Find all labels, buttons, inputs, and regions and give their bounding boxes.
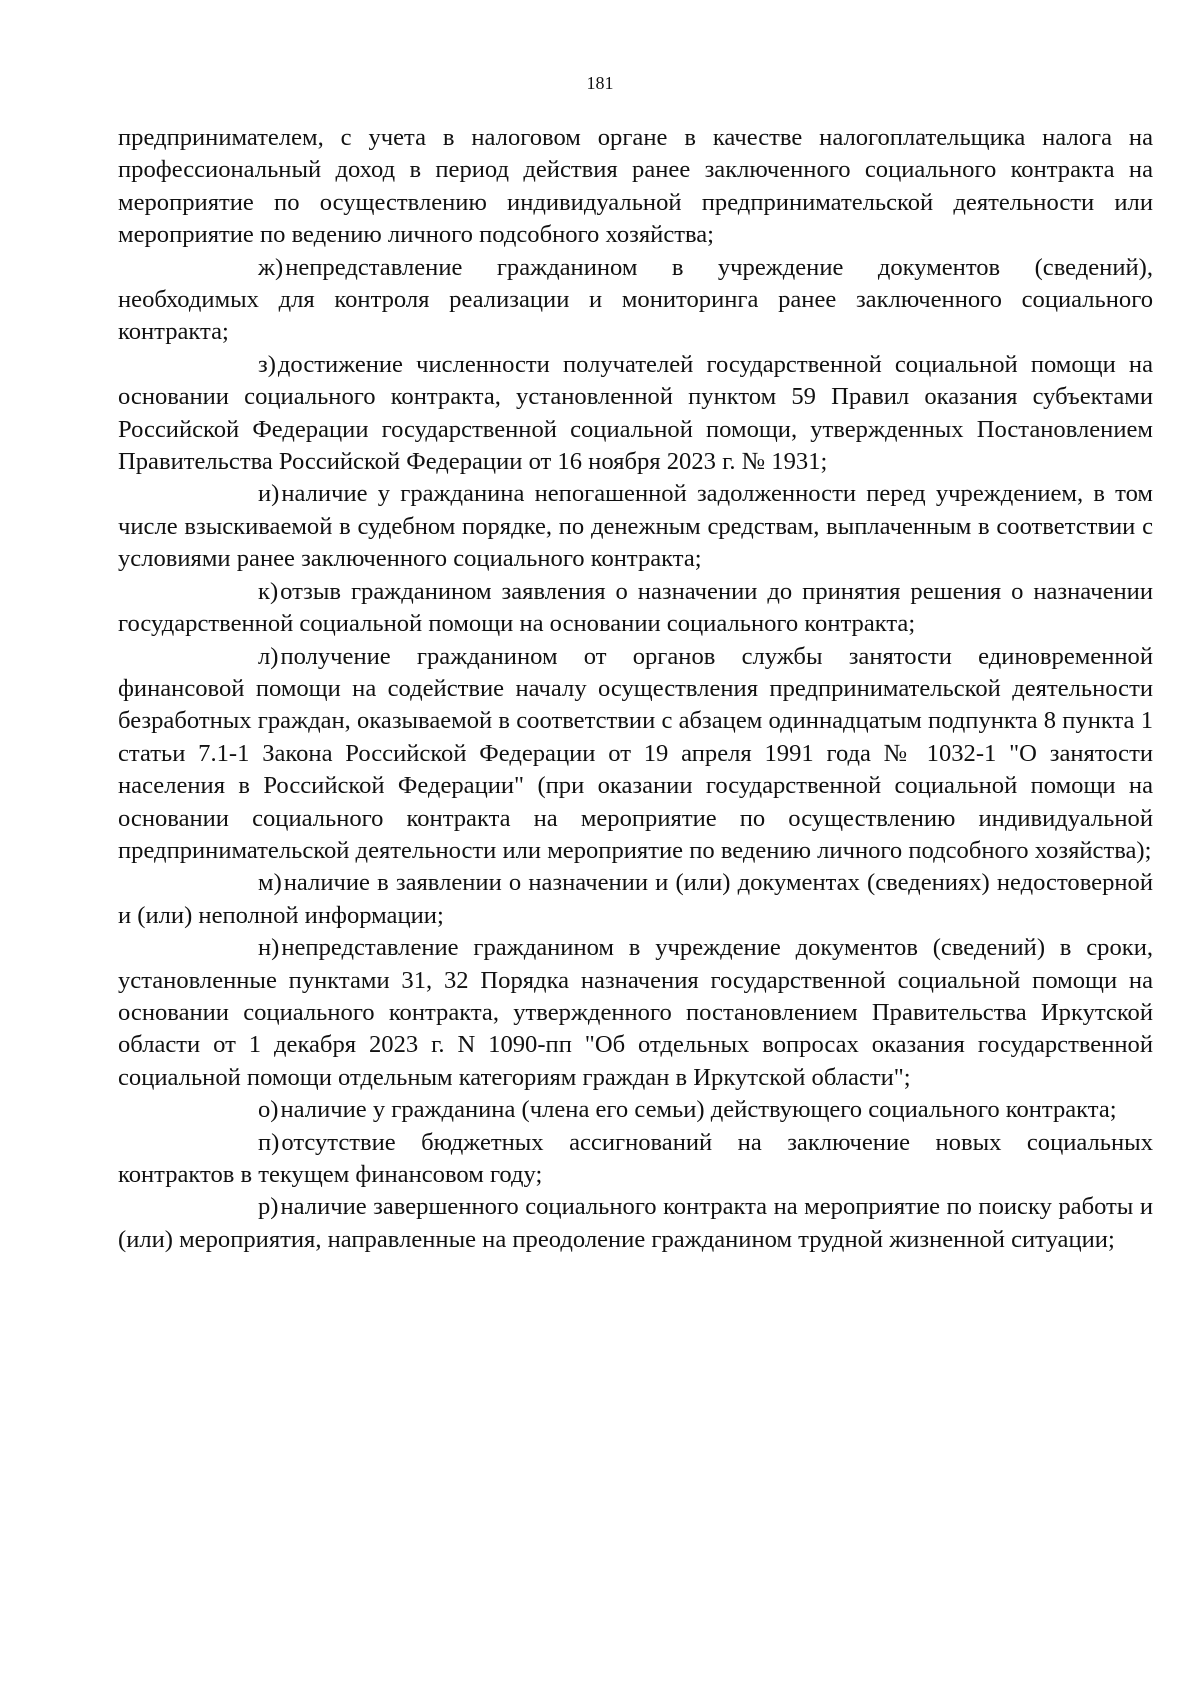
list-item-l (118, 641, 1153, 868)
list-item-z (118, 349, 1153, 479)
list-item-text: отсутствие бюджетных ассигнований на заключение новых социальных контрактов в текущем финансовом году; (118, 1128, 1153, 1188)
list-item-p (118, 1127, 1153, 1192)
list-item-i (118, 478, 1153, 575)
list-item-text: наличие завершенного социального контракта на мероприятие по поиску работы и (или) мероприятия, направленные на преодоление гражданином трудной жизненной ситуации; (118, 1193, 1153, 1253)
continuation-paragraph: предпринимателем, с учета в налоговом органе в качестве налогоплательщика налога на профессиональный доход в период действия ранее заключенного социального контракта на мероприятие по осуществлению индивидуальной предпринимательской деятельности или мероприятие по ведению личного подсобного хозяйства; (118, 124, 1153, 249)
list-item-text: отзыв гражданином заявления о назначении до принятия решения о назначении государственной социальной помощи на основании социального контракта; (118, 577, 1153, 638)
list-item-marker: н) (258, 934, 280, 962)
list-item-k (118, 576, 1153, 641)
list-item-text: получение гражданином от органов службы занятости единовременной финансовой помощи на содействие началу осуществления предпринимательской деятельности безработных граждан, оказываемой в соответствии с абзацем одиннадцатым подпункта 8 пункта 1 статьи 7.1-1 Закона Российской Федерации от 19 апреля 1991 года № 1032-1 "О занятости населения в Российской Федерации" (при оказании государственной социальной помощи на основании социального контракта на мероприятие по осуществлению индивидуальной предпринимательской деятельности или мероприятие по ведению личного подсобного хозяйства); (118, 642, 1153, 864)
list-item-zh (118, 252, 1153, 349)
list-item-marker: о) (258, 1096, 279, 1124)
list-item-m (118, 867, 1153, 932)
list-item-marker: з) (258, 350, 276, 378)
list-item-marker: и) (258, 480, 280, 508)
list-item-marker: м) (258, 869, 282, 897)
list-item-r (118, 1191, 1153, 1256)
list-item-o (118, 1094, 1153, 1126)
list-item-text: достижение численности получателей государственной социальной помощи на основании социального контракта, установленной пунктом 59 Правил оказания субъектами Российской Федерации государственной социальной помощи, утвержденных Постановлением Правительства Российской Федерации от 16 ноября 2023 г. № 1931; (118, 350, 1153, 476)
page-number: 181 (586, 73, 614, 93)
list-item-marker: л) (258, 642, 279, 670)
list-item-n (118, 932, 1153, 1094)
list-item-text: наличие в заявлении о назначении и (или) документах (сведениях) недостоверной и (или) неполной информации; (118, 869, 1153, 929)
list-item-text: наличие у гражданина непогашенной задолженности перед учреждением, в том числе взыскиваемой в судебном порядке, по денежным средствам, выплаченным в соответствии с условиями ранее заключенного социального контракта; (118, 480, 1153, 573)
list-item-marker: п) (258, 1128, 280, 1156)
list-item-text: непредставление гражданином в учреждение документов (сведений), необходимых для контроля реализации и мониторинга ранее заключенного социального контракта; (118, 253, 1153, 346)
list-item-marker: ж) (258, 253, 284, 281)
list-item-marker: к) (258, 577, 279, 605)
document-body (118, 122, 1153, 1256)
list-item-marker: р) (258, 1193, 279, 1221)
list-item-text: непредставление гражданином в учреждение документов (сведений) в сроки, установленные пунктами 31, 32 Порядка назначения государственной социальной помощи на основании социального контракта, утвержденного постановлением Правительства Иркутской области от 1 декабря 2023 г. N 1090-пп "Об отдельных вопросах оказания государственной социальной помощи отдельным категориям граждан в Иркутской области"; (118, 934, 1153, 1091)
list-item-text: наличие у гражданина (члена его семьи) действующего социального контракта; (280, 1096, 1117, 1124)
